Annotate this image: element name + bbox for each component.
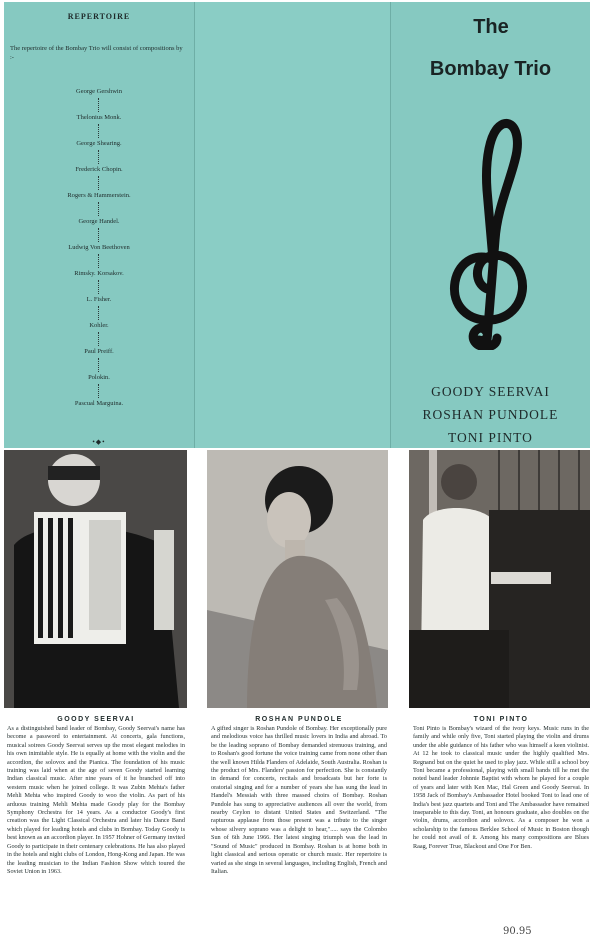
composer-item: George Handel.: [78, 218, 120, 225]
dotted-separator: [98, 306, 101, 320]
bio-goody-seervai: [7, 716, 185, 876]
photo-goody-seervai: [4, 450, 187, 708]
dotted-separator: [98, 254, 101, 268]
bio-text: Toni Pinto is Bombay's wizard of the ivory keys. Music runs in the family and while only five, Toni started playing the violin and drums under the able guidance of his father who was himself a keen violinist. At 12 he took to classical music under the highly qualified Mrs. Regnand but on the quiet he used to play jazz. While still a school boy Toni became a professional, playing with small bands till he met the noted band leader Johnnie Baptist with whom he played for a couple of years and later with Ken Mac, Hal Green and Goody Seervai. In 1958 Jack of Bombay's Ambassador Hotel booked Toni to lead one of India's best jazz quartets and Toni and The Ambassador have remained inseparable to this day. Toni, an honours graduate, also doubles on the violin, drums, accordion and solovox. As a composer he won a scholarship to the famous Berklee School of Music in Boston though he could not avail of it. Among his many compositions are Blues Raag, Forever True, Blackout and One For Ben.: [413, 725, 589, 850]
composer-item: Paul Preiff.: [84, 348, 114, 355]
dotted-separator: [98, 98, 101, 112]
dotted-separator: [98, 176, 101, 190]
treble-clef-icon: [439, 110, 539, 350]
dotted-separator: [98, 332, 101, 346]
cover-title-main: Bombay Trio: [429, 58, 552, 80]
photo-roshan-pundole: [207, 450, 388, 708]
member-name: ROSHAN PUNDOLE: [422, 407, 559, 422]
ornament-divider: •◆•: [92, 438, 106, 446]
composer-item: Rogers & Hammerstein.: [67, 192, 131, 199]
dotted-separator: [98, 202, 101, 216]
dotted-separator: [98, 228, 101, 242]
bio-text: A gifted singer is Roshan Pundole of Bombay. Her exceptionally pure and melodious voice has thrilled music lovers in India and abroad. To be the leading soprano of Bombay demanded strenuous training, and to Roshan's good fortune the voice training came from none other than the well known Hilda Flanders of Adelaide, South Australia. Roshan is the product of Mrs. Flanders' passion for perfection. She is constantly in demand for concerts, recitals and broadcasts but her forte is oratorial singing and for a number of years she has sung the lead in Handel's Messiah with three massed choirs of Bombay. Roshan Pundole has sung to appreciative audiences all over the world, from nearby Ceylon to distant United States and Switzerland. "The rapturous applause from those present was a tribute to the singer whose silvery soprano was a delight to hear,"..... says the Colombo Sun of 6th June 1966. Her latest singing triumph was the lead in "Sound of Music" produced in Bombay. Roshan is at home both in light classical and serious operatic or church music. Her repertoire is varied as she sings in several languages, including English, French and Italian.: [211, 725, 387, 875]
composer-item: Polokin.: [88, 374, 110, 381]
bio-toni-pinto: [413, 716, 589, 851]
dotted-separator: [98, 280, 101, 294]
repertoire-intro: The repertoire of the Bombay Trio will consist of compositions by :-: [10, 45, 183, 61]
composer-item: Ludwig Von Beethoven: [68, 244, 130, 251]
bio-text: As a distinguished band leader of Bombay, Goody Seervai's name has become a password to entertainment. At concerts, gala functions, musical soirees Goody Seervai serves up the most elegant melodies in his own inimitable style. He is equally at home with the violin and the accordion, the solovox and the Pianica. The foundation of his music training was laid when at the age of seven Goody started learning Indian classical music. After nine years of it he branched off into western music when he joined college. It was Zubin Mehta's father Mehli Mehta who inspired Goody to woo the violin. As part of his arduous training Mehli Mehta made Goody play for the Bombay Symphony Orchestra for 14 years. As a conductor Goody's first creation was the Light Classical Orchestra and later his Dance Band which played for leading hotels and clubs in Bombay. Today Goody is best known as an accordion player. In 1957 Hohner of Germany invited Goody to participate in their centenary celebrations. He has also played in the hotels and night clubs of London, Hong-Kong and Japan. He was the leading musician to the Indian Fashion Show which toured the Soviet Union in 1963.: [7, 725, 185, 875]
handwritten-price: 90.95: [503, 926, 532, 937]
composer-item: Pascual Marguina.: [74, 400, 124, 407]
composer-item: Thelonius Monk.: [76, 114, 122, 121]
bio-heading: ROSHAN PUNDOLE: [255, 716, 343, 723]
member-name: GOODY SEERVAI: [431, 384, 550, 399]
member-name: TONI PINTO: [448, 430, 533, 445]
dotted-separator: [98, 124, 101, 138]
bio-roshan-pundole: [211, 716, 387, 876]
repertoire-title: REPERTOIRE: [67, 12, 131, 21]
dotted-separator: [98, 384, 101, 398]
bio-heading: GOODY SEERVAI: [57, 716, 135, 723]
dotted-separator: [98, 150, 101, 164]
composer-item: Kohler.: [89, 322, 109, 329]
composer-item: L. Fisher.: [86, 296, 112, 303]
blank-panel: [195, 2, 390, 448]
composer-item: George Shearing.: [76, 140, 122, 147]
bio-heading: TONI PINTO: [473, 716, 529, 723]
composer-item: Frederick Chopin.: [75, 166, 123, 173]
repertoire-panel: [4, 2, 194, 448]
dotted-separator: [98, 358, 101, 372]
photo-toni-pinto: [409, 450, 590, 708]
cover-title-the: The: [473, 16, 509, 38]
composer-item: Rimsky. Korsakov.: [74, 270, 124, 277]
cover-panel: [391, 2, 590, 448]
composer-item: George Gershwin: [76, 88, 122, 95]
